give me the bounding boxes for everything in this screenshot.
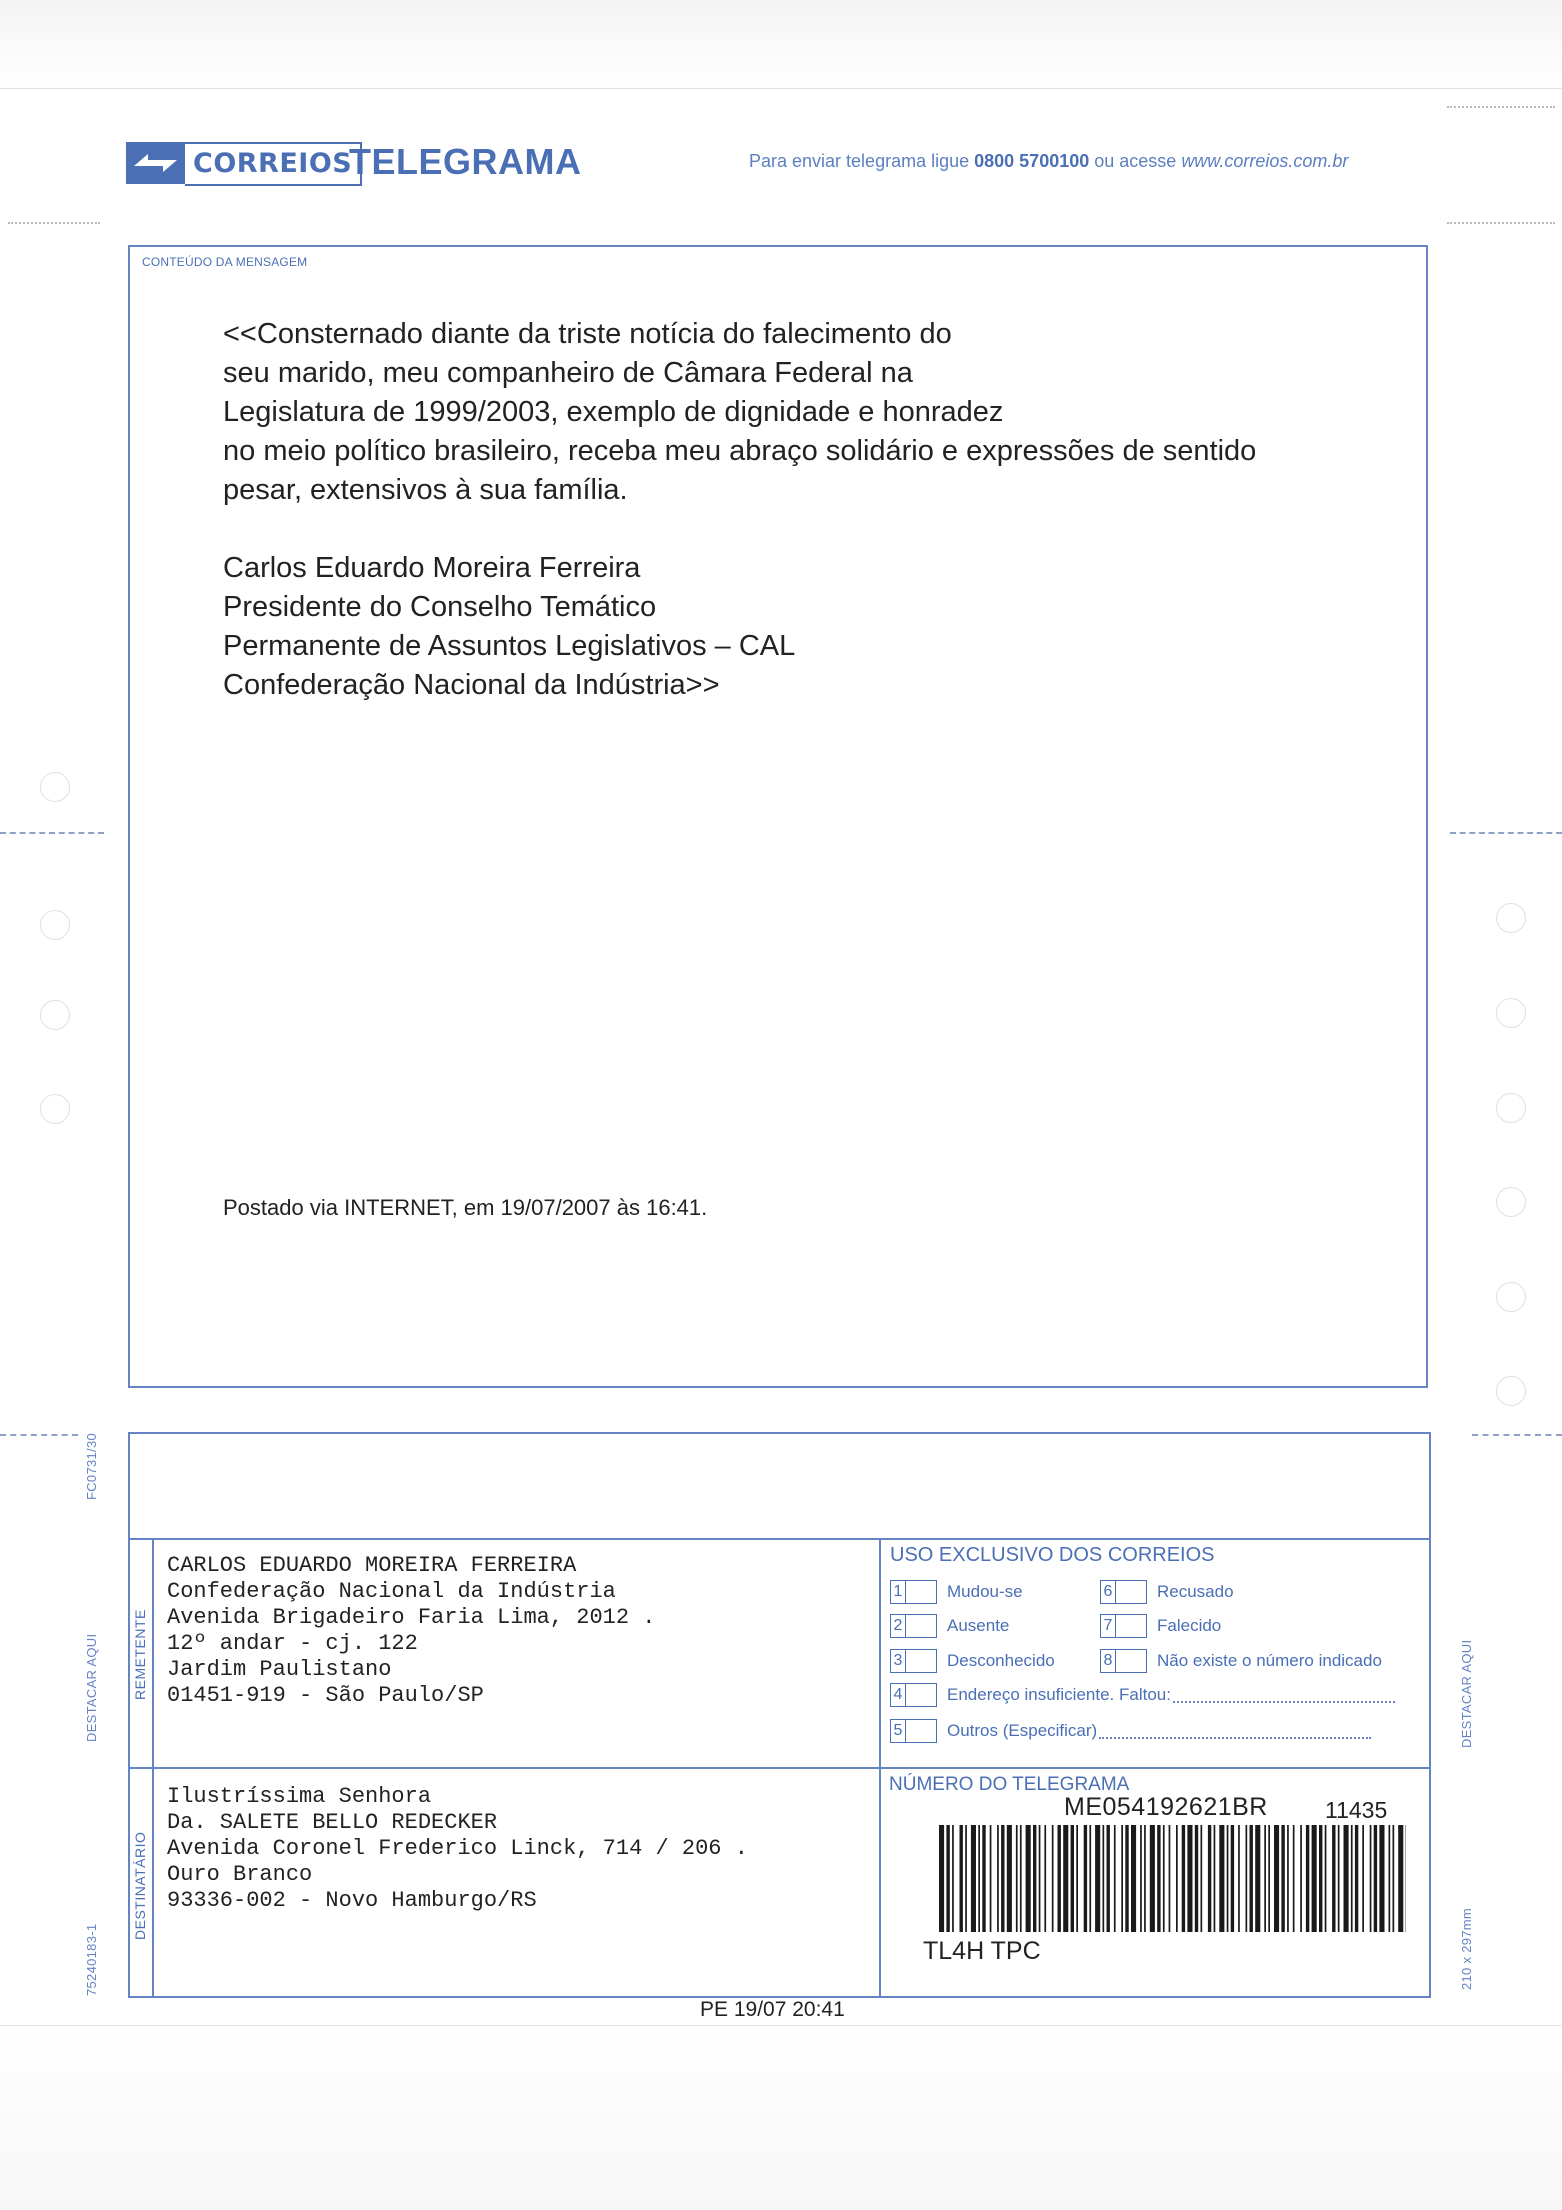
- document-title: TELEGRAMA: [349, 141, 582, 183]
- option-number: 1: [890, 1580, 906, 1604]
- barcode-bar: [1338, 1825, 1340, 1932]
- barcode-bar: [1370, 1825, 1372, 1932]
- barcode-bar: [1182, 1825, 1185, 1932]
- barcode-bar: [1219, 1825, 1224, 1932]
- barcode-bar: [1071, 1825, 1074, 1932]
- punch-hole: [1496, 998, 1526, 1028]
- barcode-bar: [1231, 1825, 1234, 1932]
- checkbox[interactable]: [906, 1719, 937, 1743]
- barcode-bar: [1033, 1825, 1036, 1932]
- route-code: TL4H TPC: [923, 1937, 1041, 1966]
- barcode-bar: [1195, 1825, 1198, 1932]
- barcode-bar: [1144, 1825, 1146, 1932]
- sender-line: 01451-919 - São Paulo/SP: [167, 1683, 655, 1709]
- punch-hole: [40, 772, 70, 802]
- barcode-bar: [1176, 1825, 1178, 1932]
- telegram-barcode: [939, 1825, 1406, 1932]
- option-insufficient-address[interactable]: [890, 1683, 1395, 1707]
- checkbox[interactable]: [906, 1683, 937, 1707]
- barcode-bar: [1163, 1825, 1165, 1932]
- barcode-bar: [1125, 1825, 1128, 1932]
- punch-hole: [1496, 1093, 1526, 1123]
- barcode-bar: [1362, 1825, 1364, 1932]
- barcode-bar: [1084, 1825, 1087, 1932]
- barcode-bar: [1150, 1825, 1155, 1932]
- barcode-bar: [1114, 1825, 1116, 1932]
- barcode-bar: [1227, 1825, 1229, 1932]
- recipient-address: [167, 1784, 748, 1914]
- checkbox[interactable]: [906, 1614, 937, 1638]
- address-middle-divider: [128, 1767, 1431, 1769]
- sender-address: [167, 1553, 655, 1709]
- punch-hole: [40, 910, 70, 940]
- phone-number: 0800 5700100: [974, 151, 1089, 171]
- barcode-bar: [1007, 1825, 1012, 1932]
- barcode-bar: [1374, 1825, 1377, 1932]
- barcode-bar: [1312, 1825, 1317, 1932]
- barcode-bar: [1325, 1825, 1327, 1932]
- option-number: 6: [1100, 1580, 1116, 1604]
- barcode-bar: [946, 1825, 949, 1932]
- barcode-bar: [1001, 1825, 1004, 1932]
- option-moved[interactable]: [890, 1580, 1023, 1604]
- option-label: Outros (Especificar): [947, 1721, 1097, 1741]
- option-number: 8: [1100, 1649, 1116, 1673]
- perforation-dots-right: [1447, 222, 1555, 224]
- message-line: <<Consternado diante da triste notícia do falecimento do: [223, 315, 1256, 354]
- barcode-bar: [1103, 1825, 1105, 1932]
- checkbox[interactable]: [1116, 1649, 1147, 1673]
- option-number: 7: [1100, 1614, 1116, 1638]
- barcode-bar: [978, 1825, 980, 1932]
- option-unknown[interactable]: [890, 1649, 1055, 1673]
- checkbox[interactable]: [1116, 1580, 1147, 1604]
- barcode-bar: [1264, 1825, 1266, 1932]
- barcode-bar: [1089, 1825, 1091, 1932]
- option-number: 3: [890, 1649, 906, 1673]
- checkbox[interactable]: [906, 1649, 937, 1673]
- barcode-bar: [1076, 1825, 1078, 1932]
- option-label: Desconhecido: [947, 1651, 1055, 1671]
- barcode-bar: [997, 1825, 999, 1932]
- telegram-code: 11435: [1325, 1797, 1387, 1824]
- barcode-bar: [1351, 1825, 1353, 1932]
- barcode-bar: [1255, 1825, 1260, 1932]
- recipient-line: Avenida Coronel Frederico Linck, 714 / 206 .: [167, 1836, 748, 1862]
- option-number: 5: [890, 1719, 906, 1743]
- recipient-line: Ilustríssima Senhora: [167, 1784, 748, 1810]
- barcode-bar: [1238, 1825, 1240, 1932]
- barcode-bar: [1250, 1825, 1253, 1932]
- option-number: 2: [890, 1614, 906, 1638]
- form-code: FC0731/30: [84, 1433, 99, 1500]
- detach-here-right: DESTACAR AQUI: [1459, 1640, 1474, 1748]
- barcode-bar: [1044, 1825, 1046, 1932]
- barcode-bar: [1355, 1825, 1358, 1932]
- barcode-bar: [982, 1825, 985, 1932]
- signature-line: Carlos Eduardo Moreira Ferreira: [223, 549, 1256, 588]
- option-number: 4: [890, 1683, 906, 1707]
- barcode-bar: [1095, 1825, 1100, 1932]
- post-office-use-title: USO EXCLUSIVO DOS CORREIOS: [890, 1544, 1215, 1567]
- barcode-bar: [1332, 1825, 1335, 1932]
- option-label: Não existe o número indicado: [1157, 1651, 1382, 1671]
- sender-line: Confederação Nacional da Indústria: [167, 1579, 655, 1605]
- barcode-bar: [1187, 1825, 1192, 1932]
- barcode-bar: [1157, 1825, 1160, 1932]
- barcode-bar: [1039, 1825, 1041, 1932]
- info-middle: ou acesse: [1089, 151, 1181, 171]
- option-label: Falecido: [1157, 1616, 1221, 1636]
- correios-logo: [126, 142, 362, 184]
- address-top-divider: [128, 1538, 1431, 1540]
- option-label: Recusado: [1157, 1582, 1234, 1602]
- barcode-bar: [1393, 1825, 1395, 1932]
- barcode-bar: [1344, 1825, 1349, 1932]
- barcode-bar: [1063, 1825, 1068, 1932]
- barcode-bar: [1287, 1825, 1289, 1932]
- barcode-bar: [1306, 1825, 1309, 1932]
- tear-line-left-lower: [0, 1434, 78, 1436]
- sender-label: REMETENTE: [132, 1609, 148, 1700]
- signature-line: Presidente do Conselho Temático: [223, 588, 1256, 627]
- perforation-dots-right-top: [1447, 106, 1555, 108]
- barcode-bar: [1293, 1825, 1295, 1932]
- fill-in-line[interactable]: [1173, 1687, 1395, 1703]
- barcode-bar: [1208, 1825, 1211, 1932]
- label-column-divider: [152, 1538, 154, 1998]
- option-label: Ausente: [947, 1616, 1009, 1636]
- recipient-line: 93336-002 - Novo Hamburgo/RS: [167, 1888, 748, 1914]
- post-office-column-divider: [879, 1538, 881, 1998]
- header-contact-info: [749, 151, 1348, 172]
- message-line: Legislatura de 1999/2003, exemplo de dignidade e honradez: [223, 393, 1256, 432]
- option-deceased[interactable]: [1100, 1614, 1221, 1638]
- perforation-dots-left: [8, 222, 100, 224]
- barcode-bar: [1300, 1825, 1302, 1932]
- barcode-bar: [1020, 1825, 1022, 1932]
- recipient-line: Ouro Branco: [167, 1862, 748, 1888]
- option-number-nonexistent[interactable]: [1100, 1649, 1382, 1673]
- sender-line: Avenida Brigadeiro Faria Lima, 2012 .: [167, 1605, 655, 1631]
- punch-hole: [1496, 1376, 1526, 1406]
- message-section-label: CONTEÚDO DA MENSAGEM: [142, 255, 307, 269]
- punch-hole: [1496, 1187, 1526, 1217]
- tear-line-right-lower: [1472, 1434, 1562, 1436]
- logo-word: CORREIOS: [185, 142, 362, 186]
- message-body: [223, 315, 1256, 705]
- serial-number: 75240183-1: [84, 1924, 99, 1996]
- correios-arrows-icon: [126, 142, 185, 184]
- barcode-bar: [1379, 1825, 1384, 1932]
- barcode-bar: [1319, 1825, 1322, 1932]
- info-prefix: Para enviar telegrama ligue: [749, 151, 974, 171]
- paper-tear-edge: [0, 88, 1562, 93]
- message-line: no meio político brasileiro, receba meu abraço solidário e expressões de sentido: [223, 432, 1256, 471]
- recipient-line: Da. SALETE BELLO REDECKER: [167, 1810, 748, 1836]
- option-others[interactable]: [890, 1719, 1371, 1743]
- barcode-bar: [952, 1825, 954, 1932]
- barcode-bar: [1201, 1825, 1203, 1932]
- barcode-bar: [1140, 1825, 1142, 1932]
- website-link: www.correios.com.br: [1181, 151, 1348, 171]
- fill-in-line[interactable]: [1099, 1723, 1371, 1739]
- sender-line: CARLOS EDUARDO MOREIRA FERREIRA: [167, 1553, 655, 1579]
- barcode-bar: [1107, 1825, 1110, 1932]
- tear-line-left-upper: [0, 832, 104, 834]
- punch-hole: [40, 1094, 70, 1124]
- barcode-bar: [965, 1825, 967, 1932]
- checkbox[interactable]: [906, 1580, 937, 1604]
- option-label: Endereço insuficiente. Faltou:: [947, 1685, 1171, 1705]
- paper-size: 210 x 297mm: [1459, 1908, 1474, 1990]
- barcode-bar: [1268, 1825, 1270, 1932]
- sender-line: 12º andar - cj. 122: [167, 1631, 655, 1657]
- barcode-bar: [939, 1825, 944, 1932]
- barcode-bar: [1052, 1825, 1054, 1932]
- barcode-bar: [1214, 1825, 1216, 1932]
- message-line: pesar, extensivos à sua família.: [223, 471, 1256, 510]
- barcode-bar: [1398, 1825, 1403, 1932]
- barcode-bar: [1246, 1825, 1248, 1932]
- signature-line: Confederação Nacional da Indústria>>: [223, 666, 1256, 705]
- punch-hole: [40, 1000, 70, 1030]
- barcode-bar: [1169, 1825, 1171, 1932]
- barcode-bar: [990, 1825, 992, 1932]
- barcode-bar: [1281, 1825, 1284, 1932]
- recipient-label: DESTINATÁRIO: [132, 1832, 148, 1940]
- barcode-bar: [1131, 1825, 1136, 1932]
- barcode-bar: [1389, 1825, 1391, 1932]
- paper-bottom-shadow: [0, 2025, 1562, 2210]
- option-refused[interactable]: [1100, 1580, 1234, 1604]
- barcode-bar: [960, 1825, 963, 1932]
- barcode-bar: [1016, 1825, 1018, 1932]
- punch-hole: [1496, 1282, 1526, 1312]
- barcode-bar: [1058, 1825, 1061, 1932]
- barcode-bar: [1026, 1825, 1031, 1932]
- paper-top-shadow: [0, 0, 1562, 90]
- option-absent[interactable]: [890, 1614, 1009, 1638]
- barcode-bar: [1274, 1825, 1279, 1932]
- detach-here-left: DESTACAR AQUI: [84, 1634, 99, 1742]
- signature-line: Permanente de Assuntos Legislativos – CAL: [223, 627, 1256, 666]
- message-line: seu marido, meu companheiro de Câmara Federal na: [223, 354, 1256, 393]
- telegram-number-label: NÚMERO DO TELEGRAMA: [889, 1774, 1129, 1796]
- postal-stamp: PE 19/07 20:41: [700, 1998, 845, 2022]
- sender-line: Jardim Paulistano: [167, 1657, 655, 1683]
- telegram-number: ME054192621BR: [1064, 1793, 1268, 1822]
- barcode-bar: [1121, 1825, 1123, 1932]
- tear-line-right-upper: [1450, 832, 1562, 834]
- posted-timestamp: Postado via INTERNET, em 19/07/2007 às 16:41.: [223, 1195, 707, 1221]
- punch-hole: [1496, 903, 1526, 933]
- barcode-bar: [971, 1825, 976, 1932]
- option-label: Mudou-se: [947, 1582, 1023, 1602]
- checkbox[interactable]: [1116, 1614, 1147, 1638]
- message-content-box: [128, 245, 1428, 1388]
